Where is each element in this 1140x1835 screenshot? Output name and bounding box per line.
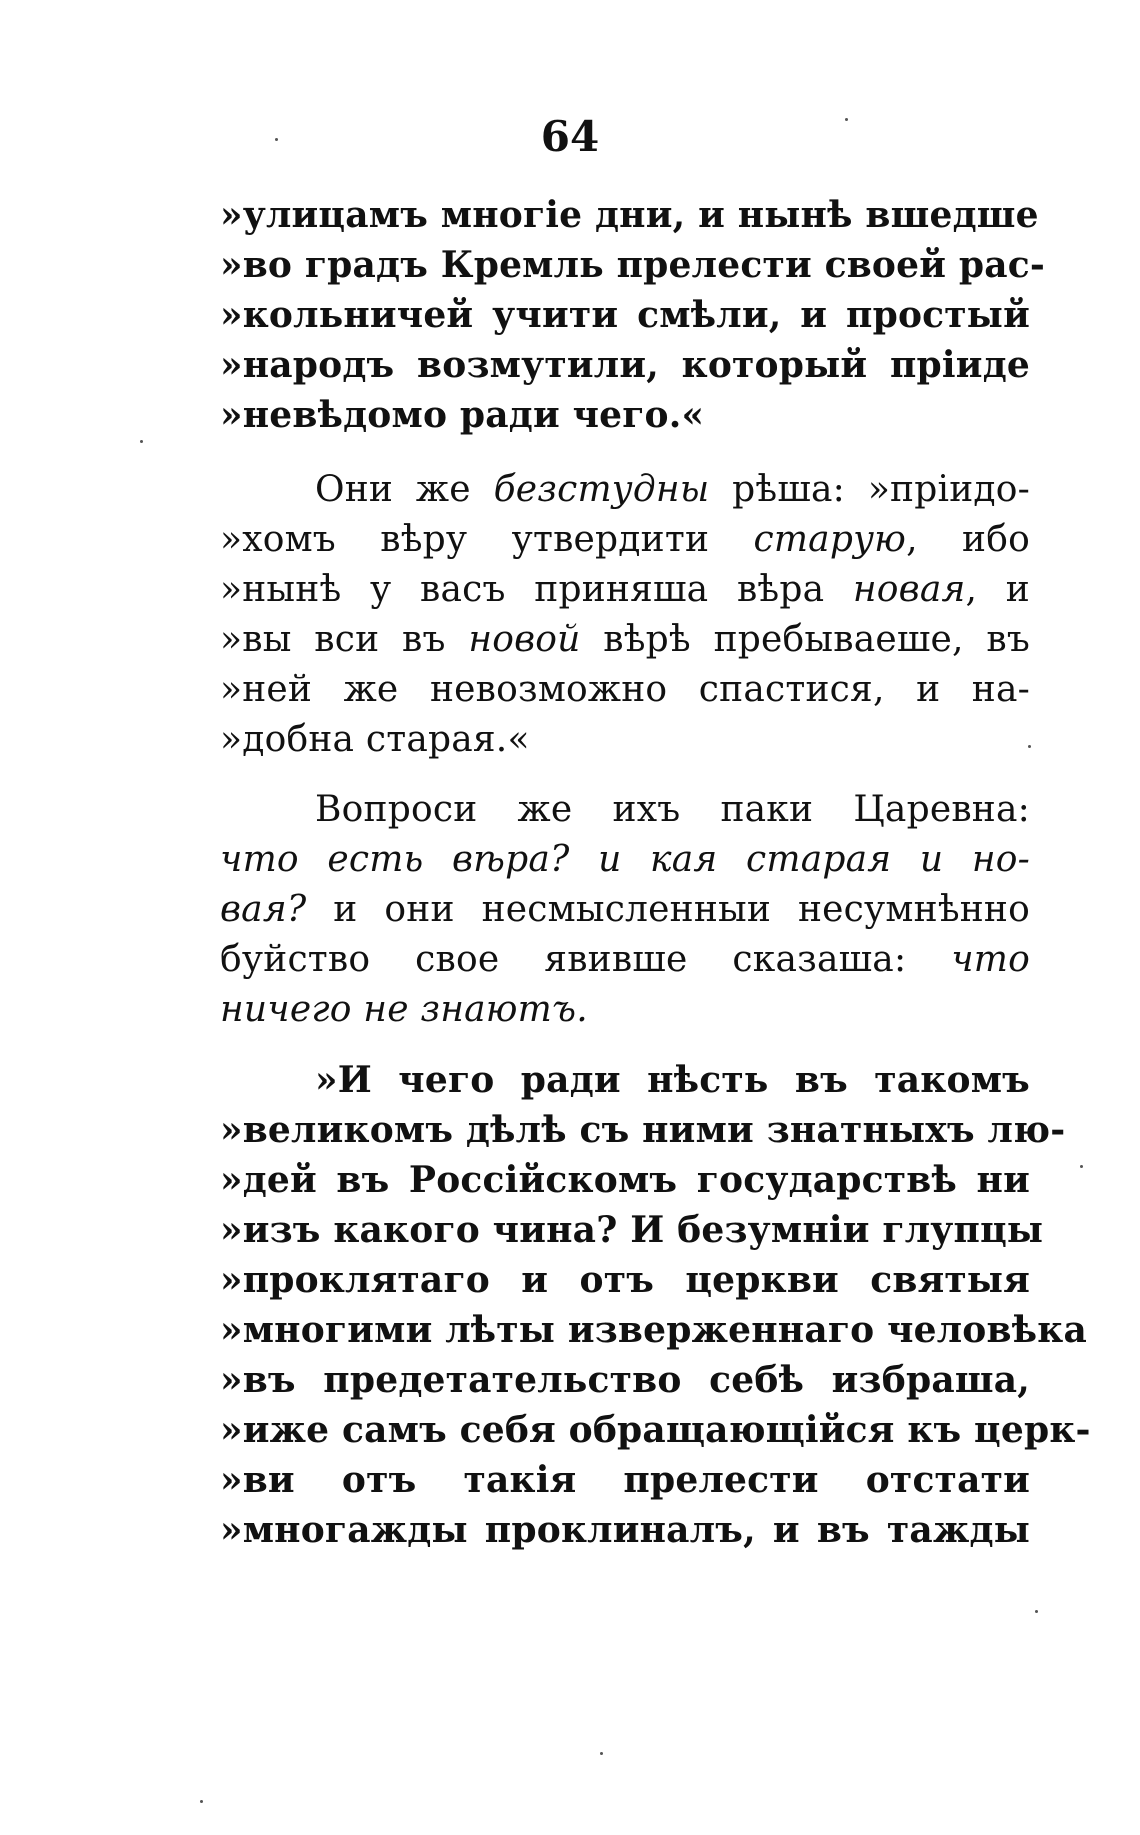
page-number: 64 (540, 112, 600, 161)
text-line: »иже самъ себя обращающійся къ церк- (220, 1409, 1091, 1451)
scan-speck (275, 138, 278, 141)
scan-speck (1035, 1610, 1038, 1613)
text-line: Вопроси же ихъ паки Царевна: (315, 789, 1030, 830)
text-line: »народъ возмутили, который пріиде (220, 344, 1030, 386)
text-line: »добна старая.« (220, 719, 530, 760)
paragraph-2 (220, 465, 1030, 765)
text-line: ничего не знаютъ. (220, 989, 588, 1030)
text-line: »ви отъ такія прелести отстати (220, 1459, 1030, 1501)
text-line: Они же безстудны рѣша: »пріидо- (315, 469, 1030, 510)
text-line: »многими лѣты изверженнаго человѣка (220, 1309, 1087, 1351)
text-line: »великомъ дѣлѣ съ ними знатныхъ лю- (220, 1109, 1066, 1151)
scan-speck (845, 118, 848, 121)
paragraph-3 (220, 785, 1030, 1035)
paragraph-4 (220, 1055, 1091, 1555)
text-line: »многажды проклиналъ, и въ тажды (220, 1509, 1030, 1551)
scan-speck (1080, 1165, 1083, 1168)
text-line: »дей въ Россійскомъ государствѣ ни (220, 1159, 1030, 1201)
text-line: »улицамъ многіе дни, и нынѣ вшедше (220, 194, 1039, 236)
text-line: »хомъ вѣру утвердити старую, ибо (220, 519, 1030, 560)
text-line: »вы вси въ новой вѣрѣ пребываеше, въ (220, 619, 1030, 660)
text-line: »въ предетательство себѣ избраша, (220, 1359, 1030, 1401)
text-line: буйство свое явивше сказаша: что (220, 939, 1030, 980)
text-line: »невѣдомо ради чего.« (220, 394, 705, 436)
text-line: что есть вѣра? и кая старая и но- (220, 839, 1030, 880)
text-line: »изъ какого чина? И безумніи глупцы (220, 1209, 1044, 1251)
scan-speck (200, 1800, 203, 1803)
text-line: »нынѣ у васъ приняша вѣра новая, и (220, 569, 1030, 610)
text-line: »кольничей учити смѣли, и простый (220, 294, 1030, 336)
scan-speck (140, 440, 143, 443)
text-line: »ней же невозможно спастися, и на- (220, 669, 1030, 710)
text-line: »проклятаго и отъ церкви святыя (220, 1259, 1030, 1301)
text-line: »во градъ Кремль прелести своей рас- (220, 244, 1046, 286)
scan-speck (1028, 745, 1031, 748)
text-line: »И чего ради нѣсть въ такомъ (315, 1059, 1030, 1101)
scan-speck (600, 1752, 603, 1755)
paragraph-1 (220, 190, 1046, 440)
text-line: вая? и они несмысленныи несумнѣнно (220, 889, 1030, 930)
